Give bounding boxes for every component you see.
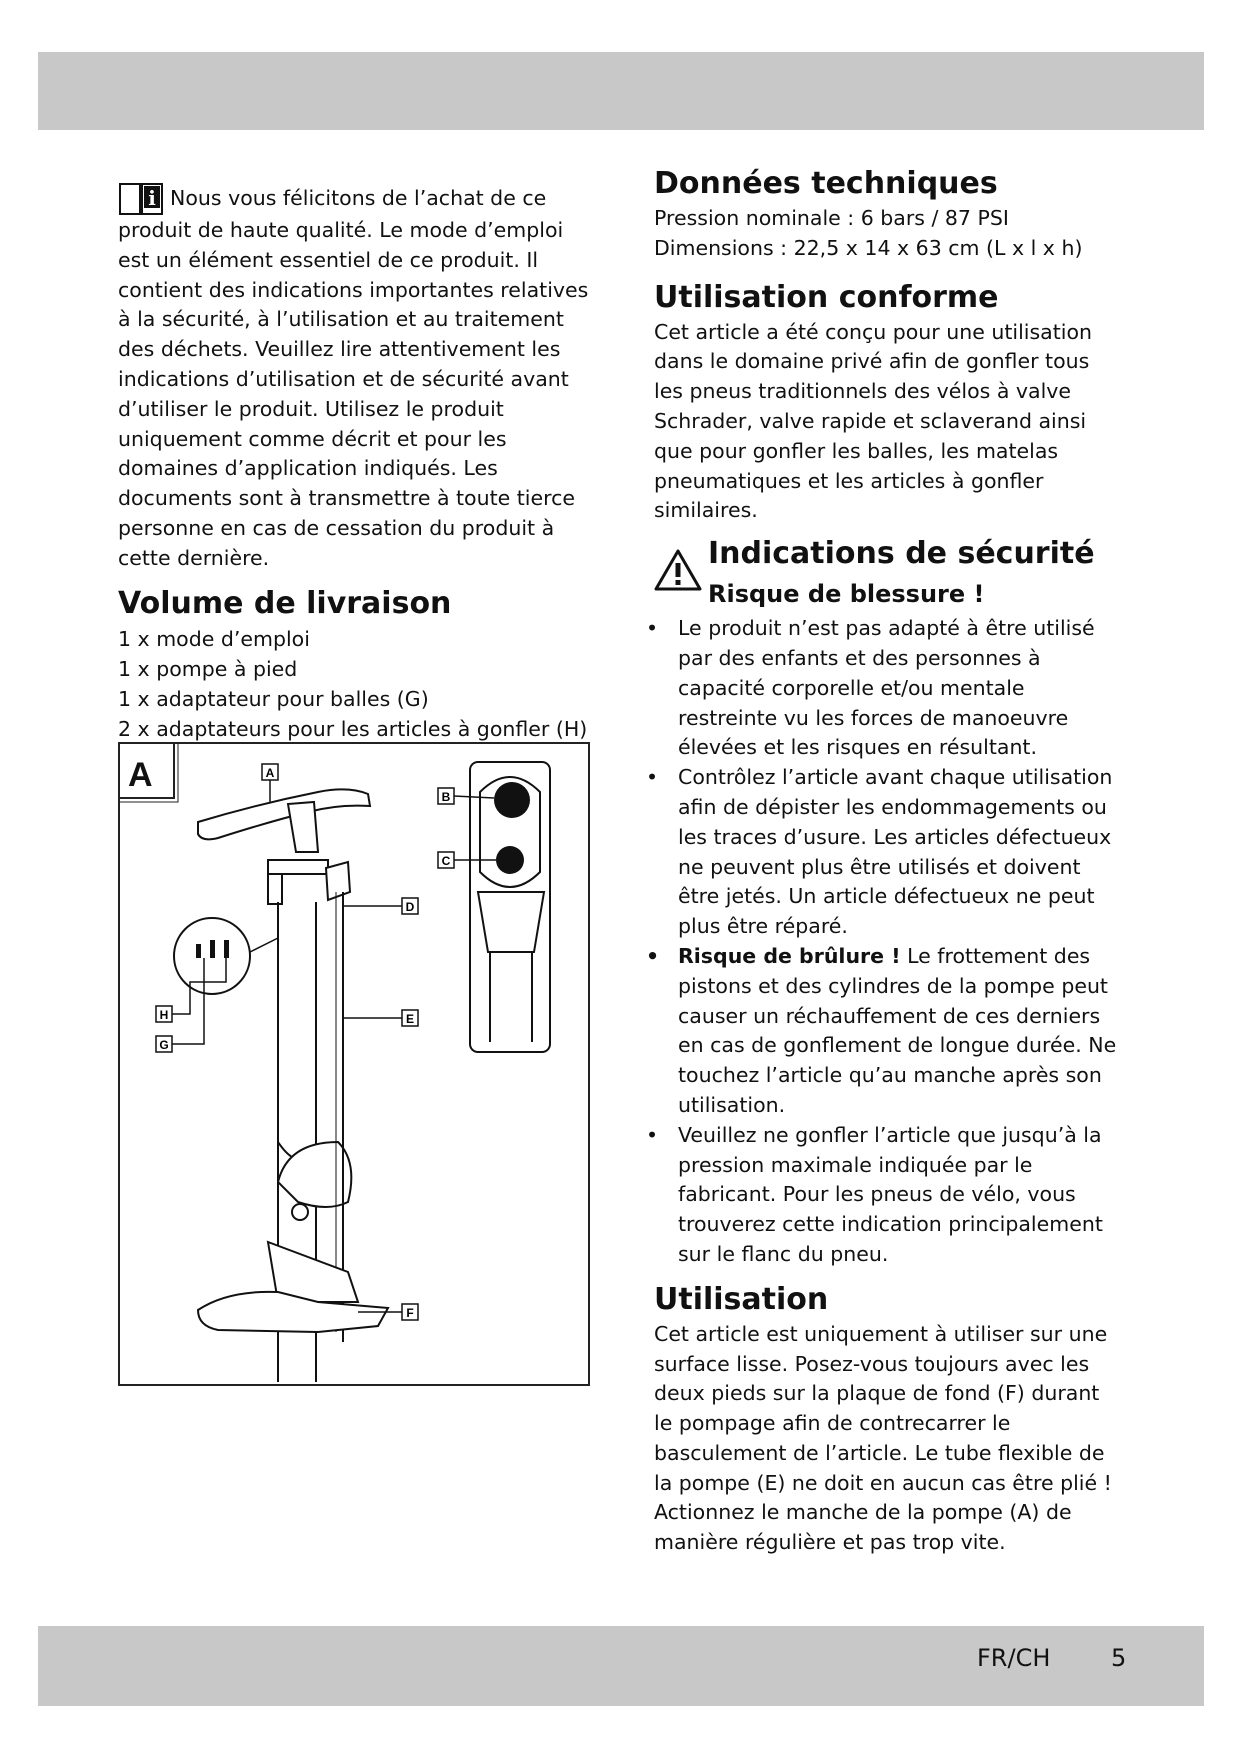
delivery-title: Volume de livraison [118, 585, 452, 621]
use-title: Utilisation [654, 1281, 829, 1317]
intro-first-line [118, 180, 598, 216]
svg-text:F: F [406, 1306, 414, 1320]
pump-figure [118, 742, 590, 1386]
svg-text:H: H [159, 1008, 169, 1022]
delivery-item: 1 x pompe à pied [118, 656, 298, 681]
right-column [646, 164, 1124, 1558]
svg-text:C: C [441, 854, 451, 868]
delivery-item: 2 x adaptateurs pour les articles à gonfler (H) [118, 716, 588, 741]
tech-line: Pression nominale : 6 bars / 87 PSI [654, 206, 1009, 230]
delivery-item: 1 x adaptateur pour balles (G) [118, 686, 429, 711]
safety-subtitle: Risque de blessure ! [708, 580, 985, 609]
svg-text:B: B [441, 790, 451, 804]
header-bar [38, 52, 1204, 130]
svg-text:E: E [405, 1012, 415, 1026]
list-item: • Risque de brûlure ! Le frottement des pistons et des cylindres de la pompe peut causer un réchauffement de ces derniers en cas de gonflement de longue durée. Ne touchez l’article qu’au manche après son utilisation. [646, 943, 1117, 1117]
warning-triangle-icon [654, 548, 702, 592]
left-column [118, 180, 598, 744]
intro-line: Nous vous félicitons de l’achat de ce [170, 186, 547, 210]
usage-text: Cet article a été conçu pour une utilisation dans le domaine privé afin de gonfler tous les pneus traditionnels des vélos à valve Schrader, valve rapide et sclaverand ainsi que pour gonfler les balles, les matelas pneumatiques et les articles à gonfler similaires. [654, 319, 1092, 523]
tech-title: Données techniques [654, 166, 998, 201]
figure-panel-label: A [128, 756, 153, 794]
usage-title: Utilisation conforme [654, 279, 999, 315]
svg-text:G: G [159, 1038, 169, 1052]
list-item: • Contrôlez l’article avant chaque utilisation afin de dépister les endommagements ou les traces d’usure. Les articles défectueux ne peuvent plus être utilisés et doivent être jetés. Un article défectueux ne peut plus être réparé. [646, 765, 1113, 939]
safety-header [654, 534, 1124, 614]
safety-list [646, 614, 1124, 1270]
svg-text:A: A [265, 766, 275, 780]
list-item: • Le produit n’est pas adapté à être utilisé par des enfants et des personnes à capacité corporelle et/ou mentale restreinte vu les forces de manoeuvre élevées et les risques en résultant. [646, 616, 1095, 760]
info-book-icon [118, 180, 164, 216]
intro-paragraph: produit de haute qualité. Le mode d’emploi est un élément essentiel de ce produit. Il contient des indications importantes relatives à la sécurité, à l’utilisation et au traitement des déchets. Veuillez lire attentivement les indications d’utilisation et de sécurité avant d’utiliser le produit. Utilisez le produit uniquement comme décrit et pour les domaines d’application indiqués. Les documents sont à transmettre à toute tierce personne en cas de cessation du produit à cette dernière. [118, 218, 589, 570]
delivery-item: 1 x mode d’emploi [118, 626, 310, 651]
use-text: Cet article est uniquement à utiliser sur une surface lisse. Posez-vous toujours avec les deux pieds sur la plaque de fond (F) durant le pompage afin de contrecarrer le basculement de l’article. Le tube flexible de la pompe (E) ne doit en aucun cas être plié ! Actionnez le manche de la pompe (A) de manière régulière et pas trop vite. [654, 1321, 1112, 1555]
tech-line: Dimensions : 22,5 x 14 x 63 cm (L x l x h) [654, 235, 1083, 260]
svg-text:D: D [405, 900, 415, 914]
page-number: 5 [1111, 1644, 1127, 1672]
list-item: • Veuillez ne gonfler l’article que jusqu’à la pression maximale indiquée par le fabricant. Pour les pneus de vélo, vous trouverez cette indication principalement sur le flanc du pneu. [646, 1122, 1103, 1266]
svg-text:i: i [148, 186, 156, 210]
safety-title: Indications de sécurité [708, 536, 1095, 572]
footer-language: FR/CH [977, 1644, 1051, 1672]
